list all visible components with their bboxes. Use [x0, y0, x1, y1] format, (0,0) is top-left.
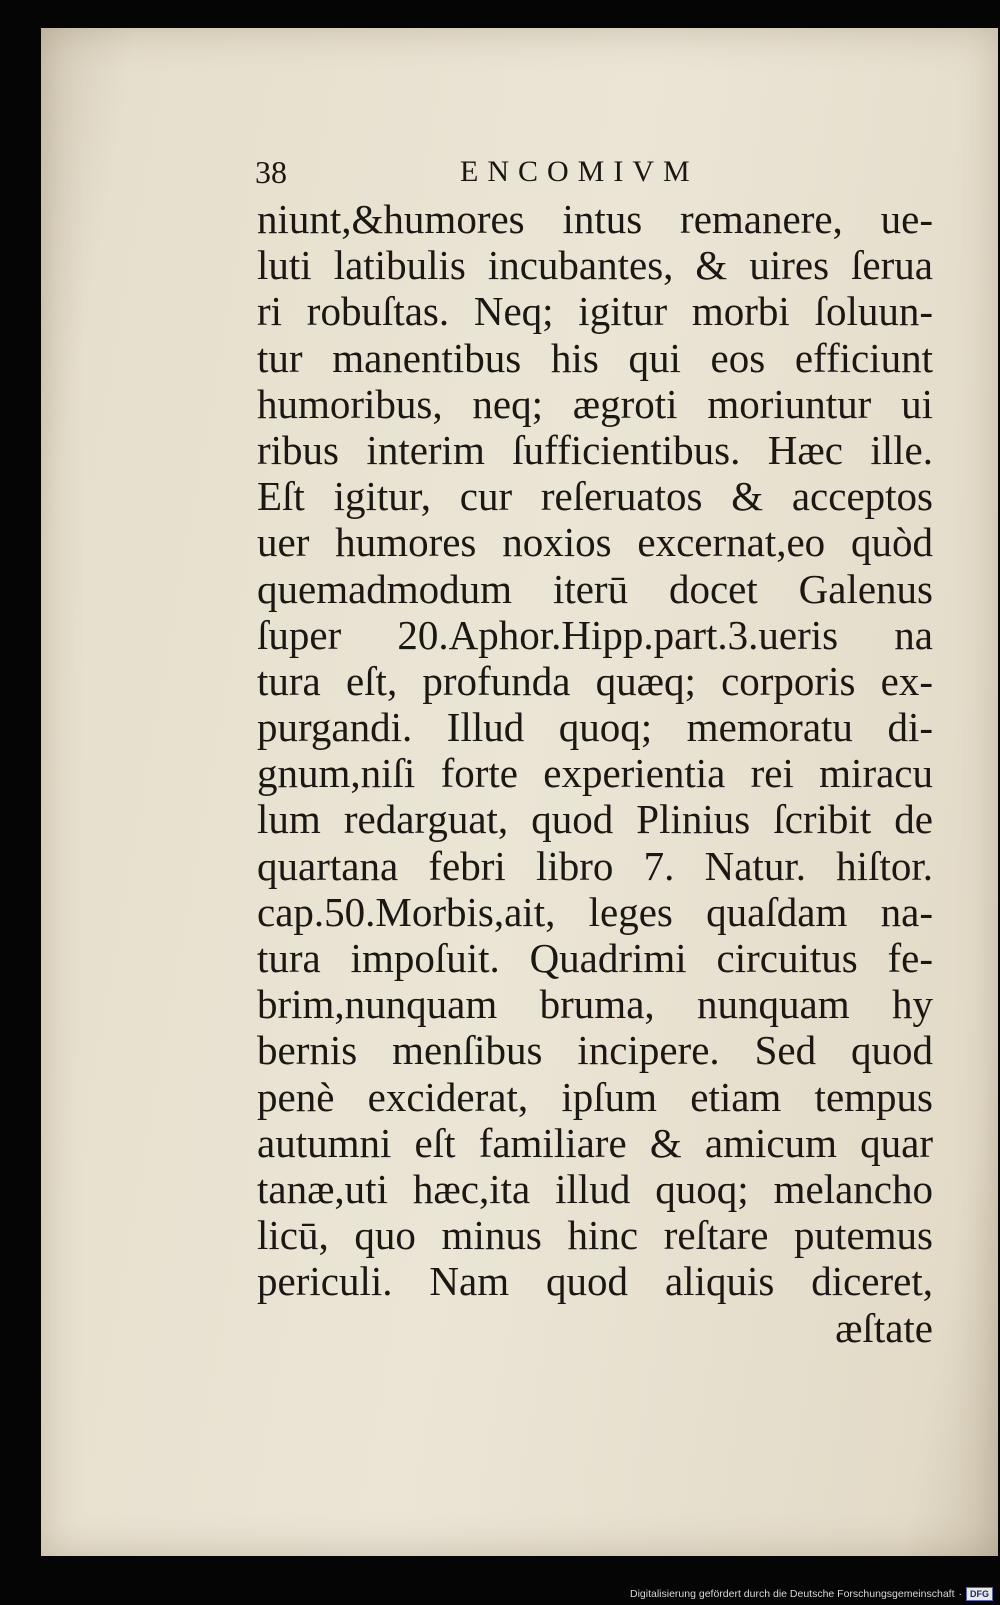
- text-line: Eſt igitur, cur reſeruatos & acceptos: [257, 473, 933, 520]
- text-line: quartana febri libro 7. Natur. hiſtor.: [257, 842, 933, 889]
- footer-credit: Digitalisierung gefördert durch die Deutsche Forschungsgemeinschaft: [629, 1588, 955, 1600]
- text-line: brim,nunquam bruma, nunquam hy: [257, 981, 933, 1028]
- text-line: gnum,niſi forte experientia rei miracu: [257, 750, 933, 797]
- text-line: uer humores noxios excernat,eo quòd: [257, 519, 933, 566]
- text-line: tura impoſuit. Quadrimi circuitus fe-: [257, 935, 933, 981]
- text-line: tur manentibus his qui eos efficiunt: [257, 334, 933, 381]
- text-line: lum redarguat, quod Plinius ſcribit de: [257, 796, 933, 843]
- text-line: luti latibulis incubantes, & uires ſerua: [257, 242, 933, 289]
- text-line: penè exciderat, ipſum etiam tempus: [257, 1073, 933, 1120]
- text-line: autumni eſt familiare & amicum quar: [257, 1119, 933, 1166]
- text-line: tanæ,uti hæc,ita illud quoq; melancho: [257, 1165, 933, 1212]
- text-line: tura eſt, profunda quæq; corporis ex-: [257, 657, 933, 704]
- text-line: quemadmodum iterū docet Galenus: [257, 565, 933, 612]
- text-line: purgandi. Illud quoq; memoratu di-: [257, 704, 933, 751]
- dfg-logo-icon: DFG: [966, 1587, 993, 1601]
- text-line: humoribus, neq; ægroti moriuntur ui: [257, 380, 933, 427]
- text-line: periculi. Nam quod aliquis diceret,: [257, 1258, 933, 1305]
- running-head: [255, 150, 935, 194]
- text-line: licū, quo minus hinc reſtare putemus: [257, 1212, 933, 1259]
- catchword: æſtate: [835, 1304, 933, 1351]
- digitization-footer: Digitalisierung gefördert durch die Deutsche Forschungsgemeinschaft · DFG: [593, 1585, 993, 1603]
- text-line: niunt,&humores intus remanere, ue-: [257, 196, 933, 242]
- running-title: ENCOMIVM: [460, 155, 699, 188]
- text-line: cap.50.Morbis,ait, leges quaſdam na-: [257, 888, 933, 935]
- body-text: [257, 196, 933, 1351]
- page-number: 38: [255, 154, 287, 190]
- text-line: ſuper 20.Aphor.Hipp.part.3.ueris na: [257, 611, 933, 658]
- text-line: ri robuſtas. Neq; igitur morbi ſoluun-: [257, 288, 933, 335]
- text-line: ribus interim ſufficientibus. Hæc ille.: [257, 426, 933, 473]
- text-line: bernis menſibus incipere. Sed quod: [257, 1027, 933, 1074]
